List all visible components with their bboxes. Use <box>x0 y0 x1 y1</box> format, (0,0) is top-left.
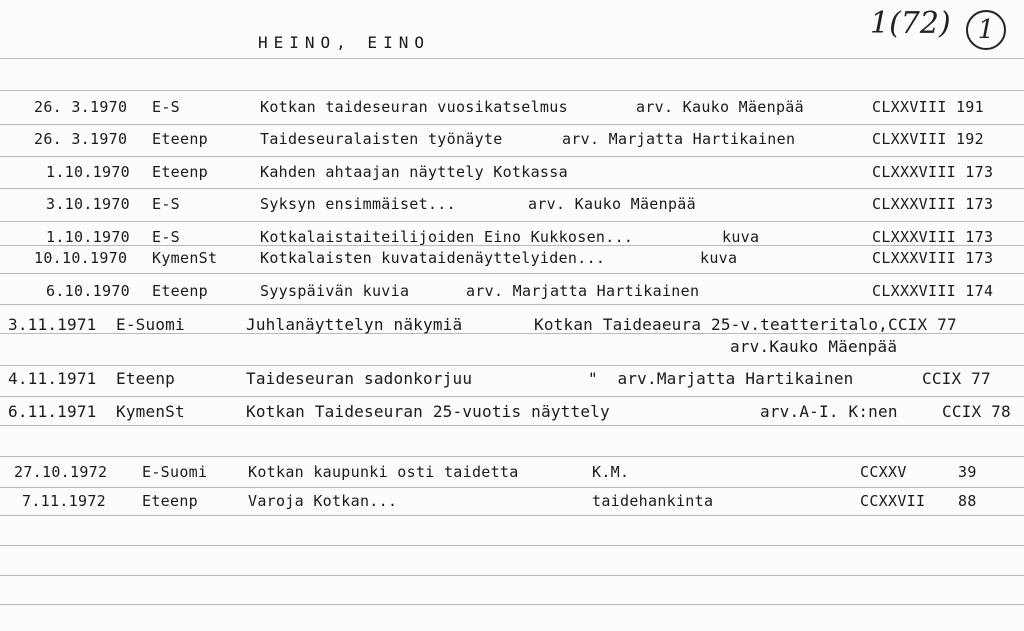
entry-paper: Eteenp <box>152 282 208 300</box>
entry-ref: CCXXVII <box>860 492 926 510</box>
entry-ref: CLXXXVIII 173 <box>872 163 994 181</box>
rule-line <box>0 545 1024 546</box>
entry-date: 3.10.1970 <box>46 195 130 213</box>
rule-line <box>0 487 1024 488</box>
entry-date: 26. 3.1970 <box>34 98 128 116</box>
entry-note: kuva <box>722 228 760 246</box>
entry-date: 10.10.1970 <box>34 249 128 267</box>
entry-date: 6.11.1971 <box>8 402 97 421</box>
rule-line <box>0 90 1024 91</box>
entry-date: 26. 3.1970 <box>34 130 128 148</box>
entry-title: Syksyn ensimmäiset... <box>260 195 456 213</box>
entry-paper: E-S <box>152 195 180 213</box>
entry-paper: E-Suomi <box>116 315 185 334</box>
entry-ref: CLXXXVIII 174 <box>872 282 994 300</box>
circled-number: 1 <box>966 10 1006 50</box>
rule-line <box>0 456 1024 457</box>
entry-title: Syyspäivän kuvia <box>260 282 410 300</box>
rule-line <box>0 124 1024 125</box>
entry-title: Taideseuran sadonkorjuu <box>246 369 473 388</box>
entry-paper: Eteenp <box>116 369 175 388</box>
rule-line <box>0 365 1024 366</box>
entry-note: " arv.Marjatta Hartikainen <box>588 369 854 388</box>
entry-title: Kotkan kaupunki osti taidetta <box>248 463 519 481</box>
rule-line <box>0 304 1024 305</box>
entry-ref: CCIX 77 <box>922 369 991 388</box>
entry-ref: CLXXVIII 191 <box>872 98 984 116</box>
entry-ref: CLXXXVIII 173 <box>872 228 994 246</box>
rule-line <box>0 515 1024 516</box>
entry-note: kuva <box>700 249 738 267</box>
entry-paper: E-Suomi <box>142 463 208 481</box>
entry-paper: KymenSt <box>116 402 185 421</box>
rule-line <box>0 396 1024 397</box>
entry-ref: CLXXXVIII 173 <box>872 249 994 267</box>
entry-note: arv. Kauko Mäenpää <box>528 195 696 213</box>
entry-date: 27.10.1972 <box>14 463 108 481</box>
entry-ref: CLXXVIII 192 <box>872 130 984 148</box>
entry-ref: CLXXXVIII 173 <box>872 195 994 213</box>
entry-paper: E-S <box>152 98 180 116</box>
entry-ref: CCIX 78 <box>942 402 1011 421</box>
entry-date: 6.10.1970 <box>46 282 130 300</box>
card-heading: HEINO, EINO <box>258 33 430 52</box>
entry-title: Varoja Kotkan... <box>248 492 398 510</box>
rule-line <box>0 273 1024 274</box>
entry-note: taidehankinta <box>592 492 714 510</box>
rule-line <box>0 575 1024 576</box>
card-number: 1(72) <box>870 6 951 41</box>
entry-date: 7.11.1972 <box>22 492 106 510</box>
rule-line <box>0 58 1024 59</box>
entry-date: 4.11.1971 <box>8 369 97 388</box>
rule-line <box>0 156 1024 157</box>
entry-note: arv. Marjatta Hartikainen <box>466 282 700 300</box>
entry-note-continued: arv.Kauko Mäenpää <box>730 337 898 356</box>
entry-title: Kotkalaisten kuvataidenäyttelyiden... <box>260 249 606 267</box>
entry-date: 3.11.1971 <box>8 315 97 334</box>
entry-date: 1.10.1970 <box>46 228 130 246</box>
entry-title: Kotkalaistaiteilijoiden Eino Kukkosen... <box>260 228 634 246</box>
entry-title: Kotkan taideseuran vuosikatselmus <box>260 98 568 116</box>
entry-paper: KymenSt <box>152 249 218 267</box>
entry-paper: E-S <box>152 228 180 246</box>
entry-paper: Eteenp <box>142 492 198 510</box>
rule-line <box>0 604 1024 605</box>
entry-note: arv. Marjatta Hartikainen <box>562 130 796 148</box>
rule-line <box>0 188 1024 189</box>
entry-title: Taideseuralaisten työnäyte <box>260 130 503 148</box>
entry-date: 1.10.1970 <box>46 163 130 181</box>
entry-title: Kotkan Taideseuran 25-vuotis näyttely <box>246 402 610 421</box>
entry-title: Juhlanäyttelyn näkymiä <box>246 315 463 334</box>
rule-line <box>0 221 1024 222</box>
entry-page: 39 <box>958 463 977 481</box>
entry-note: arv. Kauko Mäenpää <box>636 98 804 116</box>
entry-paper: Eteenp <box>152 130 208 148</box>
entry-title: Kahden ahtaajan näyttely Kotkassa <box>260 163 568 181</box>
entry-paper: Eteenp <box>152 163 208 181</box>
entry-note: arv.A-I. K:nen <box>760 402 898 421</box>
rule-line <box>0 425 1024 426</box>
entry-note: Kotkan Taideaeura 25-v.teatteritalo,CCIX 77 <box>534 315 957 334</box>
entry-ref: CCXXV <box>860 463 907 481</box>
entry-note: K.M. <box>592 463 630 481</box>
entry-page: 88 <box>958 492 977 510</box>
